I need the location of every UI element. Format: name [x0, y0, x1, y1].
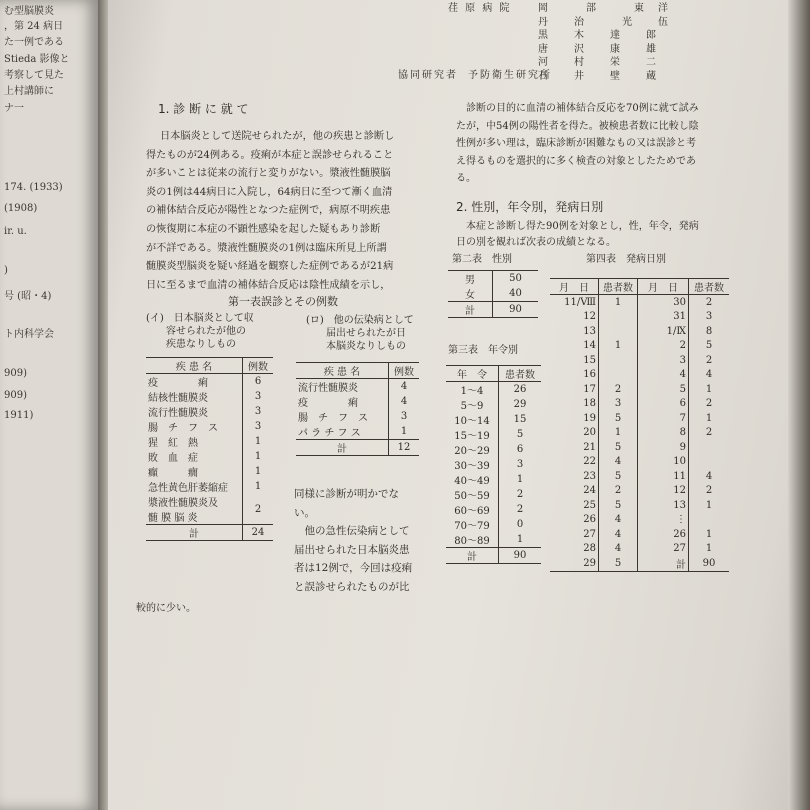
onset-date: 13: [638, 498, 689, 513]
patient-count: 1: [689, 542, 730, 557]
middle-text-line: 他の急性伝染病として: [294, 525, 410, 537]
patient-count: 2: [689, 353, 730, 368]
table-row: [550, 440, 729, 455]
patient-count: 2: [599, 382, 638, 397]
onset-date: 12: [638, 484, 689, 499]
onset-date: 30: [638, 295, 689, 310]
patient-count: 1: [689, 498, 730, 513]
patient-count: 2: [689, 426, 730, 441]
table-row: [146, 479, 273, 494]
case-count: 4: [389, 379, 420, 395]
onset-date: 7: [638, 411, 689, 426]
total-label: 計: [467, 552, 477, 563]
section1-line: の恢復期に本症の不顕性感染を起した疑もあり診断: [146, 224, 381, 235]
total-label: 計: [189, 529, 199, 540]
table-row: [550, 353, 729, 368]
table1a-header-name: 疾 患 名: [175, 362, 213, 373]
onset-date: 26: [638, 527, 689, 542]
table-row: [146, 404, 273, 419]
left-page-line: 1911): [4, 410, 34, 421]
onset-date: 20: [583, 427, 596, 439]
table1-title: 第一表誤診とその例数: [228, 295, 338, 308]
table-row: [446, 457, 541, 472]
table3-title: 第三表 年令別: [448, 345, 518, 356]
right-intro-line: え得るものを選択的に多く検査の対象としたためであ: [456, 155, 696, 167]
age-range: 40～49: [454, 476, 490, 487]
table-row: [448, 271, 538, 287]
case-count: 2: [243, 494, 274, 525]
table-row: [146, 494, 273, 509]
onset-date: 28: [583, 543, 596, 555]
age-range: 80～89: [454, 536, 490, 547]
sex-label: 女: [465, 290, 475, 301]
table2: [448, 270, 538, 318]
table-row: [550, 324, 729, 339]
age-range: 60～69: [454, 506, 490, 517]
table1a-header-count: 例数: [243, 358, 274, 374]
case-count: 1: [389, 424, 420, 440]
table-row: [550, 295, 729, 310]
section1-line: 日本脳炎として送院せられたが，他の疾患と診断し: [160, 131, 395, 142]
disease-name: 疫 痢: [298, 398, 358, 409]
onset-date: 15: [583, 354, 596, 366]
left-page-line: ir. u.: [4, 226, 27, 237]
table1-a: [146, 357, 273, 541]
patient-count: [599, 368, 638, 383]
table-row: [550, 455, 729, 470]
table-row: [446, 532, 541, 548]
onset-date: 6: [638, 397, 689, 412]
sex-label: 男: [465, 275, 475, 286]
left-page-line: ナ一: [4, 103, 24, 114]
table-row: [550, 542, 729, 557]
onset-date: 8: [638, 426, 689, 441]
patient-count: [689, 440, 730, 455]
patient-count: 5: [599, 440, 638, 455]
patient-count: 1: [599, 295, 638, 310]
section1-line: の補体結合反応が陽性となつた症例で，病原不明疾患: [146, 205, 391, 217]
table1-subtitle-b-line: 本脳炎なりしもの: [326, 341, 406, 352]
onset-date: 19: [583, 412, 596, 424]
author-name: 河 村 栄 二: [538, 57, 658, 68]
left-page-line: ト内科学会: [4, 329, 54, 340]
table-row: [446, 382, 541, 398]
disease-name: パ ラ チ フ ス: [298, 428, 361, 439]
case-count: 3: [243, 404, 274, 419]
table1-subtitle-b-line: (ロ) 他の伝染病として: [306, 315, 414, 326]
table-row: [296, 379, 419, 395]
table1-subtitle-b-line: 届出せられたが日: [326, 328, 406, 339]
case-count: 3: [389, 409, 420, 424]
table1b-header-name: 疾 患 名: [323, 367, 361, 378]
table-row: [296, 409, 419, 424]
section1-continuation: 較的に少い。: [136, 603, 196, 614]
table-row: [550, 513, 729, 528]
table-total-row: [146, 525, 273, 541]
table-row: [448, 286, 538, 302]
onset-date: 3: [638, 353, 689, 368]
table1-subtitle-a-line: 容せられたが他の: [166, 326, 246, 337]
middle-text-line: 届出せられた日本脳炎患: [294, 543, 410, 556]
table-row: [446, 502, 541, 517]
onset-date: 10: [638, 455, 689, 470]
author-name: 石 井 壁 蔵: [538, 70, 658, 82]
table-row: [146, 434, 273, 449]
disease-name: 漿液性髄膜炎及: [148, 498, 218, 509]
patient-count: 1: [499, 472, 542, 487]
middle-text-line: と誤診せられたものが比: [294, 580, 410, 593]
section2-line: 本症と診断し得た90例を対象とし，性，年令，発病: [466, 221, 699, 232]
disease-name: 猩 紅 熱: [148, 438, 198, 449]
patient-count: 1: [689, 382, 730, 397]
onset-date: 24: [583, 485, 596, 497]
patient-count: 5: [599, 498, 638, 513]
total-label: 計: [337, 444, 347, 455]
section1-line: が多いことは従来の流行と変りがない。漿液性髄膜脳: [146, 168, 391, 180]
middle-text-line: 同様に診断が明かでな: [294, 488, 399, 500]
onset-date: 14: [583, 340, 596, 352]
patient-count: 29: [499, 397, 542, 412]
table4-title: 第四表 発病日別: [586, 254, 666, 265]
collab-label: 協同研究者: [398, 70, 458, 81]
table2-title: 第二表 性別: [452, 254, 512, 265]
patient-count: 2: [689, 484, 730, 499]
left-page-line: 上村講師に: [4, 86, 54, 97]
patient-count: 8: [689, 324, 730, 339]
total-count: 24: [243, 525, 274, 541]
table-row: [550, 527, 729, 542]
disease-name: 流行性髄膜炎: [298, 383, 358, 394]
sex-count: 40: [493, 286, 539, 302]
section1-line: 得たものが24例ある。疫痢が本症と誤診せられること: [146, 149, 394, 161]
table-total-row: [296, 440, 419, 456]
age-range: 10～14: [454, 416, 490, 427]
right-intro-line: る。: [456, 173, 476, 184]
table-row: [550, 310, 729, 325]
disease-name: 髄 膜 脳 炎: [148, 513, 198, 524]
patient-count: 2: [689, 397, 730, 412]
table-row: [550, 339, 729, 354]
onset-date: 31: [638, 310, 689, 325]
table3-header-age: 年 令: [457, 370, 487, 381]
table1b-header-count: 例数: [389, 363, 420, 379]
right-intro-line: たが，中54例の陽性者を得た。被検患者数に比較し陰: [456, 120, 699, 132]
onset-date: 13: [583, 325, 596, 337]
left-page-line: た一例である: [4, 37, 64, 48]
table-row: [550, 484, 729, 499]
table-row: [446, 517, 541, 532]
onset-date: 2: [638, 339, 689, 354]
age-range: 15～19: [454, 431, 490, 442]
left-page-line: 号 (昭・4): [4, 291, 52, 302]
case-count: 3: [243, 419, 274, 434]
left-page-line: 考察して見た: [4, 70, 64, 81]
table4-header-date2: 月 日: [638, 279, 689, 295]
onset-date: 17: [583, 383, 596, 395]
case-count: 6: [243, 374, 274, 390]
sex-count: 90: [493, 302, 539, 318]
onset-date: 27: [583, 528, 596, 540]
section1-title: 1. 診 断 に 就 て: [158, 102, 249, 116]
table-row: [550, 426, 729, 441]
disease-name: 腸 チ フ ス: [298, 413, 368, 424]
left-page-line: ，第 24 病日: [4, 21, 64, 32]
onset-date: 1/Ⅸ: [638, 324, 689, 339]
patient-count: 4: [689, 469, 730, 484]
patient-count: 4: [599, 542, 638, 557]
patient-count: 5: [689, 339, 730, 354]
left-facing-page: [0, 0, 98, 810]
patient-count: 4: [689, 368, 730, 383]
section1-line: 髄膜炎型脳炎を疑い経過を観察した症例であるが21病: [146, 261, 394, 273]
middle-text-line: 者は12例で，今回は疫痢: [294, 562, 413, 574]
onset-date: 22: [583, 456, 596, 468]
onset-date: 23: [583, 470, 596, 482]
patient-count: 5: [599, 469, 638, 484]
age-range: 5～9: [460, 401, 484, 412]
disease-name: 癲 癇: [148, 468, 198, 479]
onset-date: 11: [638, 469, 689, 484]
right-intro-line: 性例が多い理は，臨床診断が困難なもの又は誤診と考: [456, 138, 696, 149]
onset-date: 12: [583, 311, 596, 323]
section2-title: 2. 性別，年令別，発病日別: [456, 200, 604, 214]
age-range: 70～79: [454, 521, 490, 532]
table4-header-count2: 患者数: [689, 279, 730, 295]
onset-date: ⋮: [638, 513, 689, 528]
onset-date: 29: [583, 558, 596, 569]
table-row: [550, 382, 729, 397]
section1-line: 炎の1例は44病日に入院し，64病日に至つて漸く血清: [146, 186, 393, 198]
patient-count: [689, 513, 730, 528]
patient-count: [689, 455, 730, 470]
disease-name: 敗 血 症: [148, 453, 198, 464]
table3-header-count: 患者数: [499, 366, 542, 382]
table-row: [146, 389, 273, 404]
table-total-row: [446, 548, 541, 564]
table-row: [446, 487, 541, 502]
onset-date: 4: [638, 368, 689, 383]
left-page-line: 909): [4, 368, 27, 379]
table1-subtitle-a-line: (イ) 日本脳炎として収: [146, 313, 254, 324]
sex-label: 計: [465, 306, 475, 317]
table-row: [446, 472, 541, 487]
age-range: 20～29: [454, 446, 490, 457]
patient-count: 4: [599, 527, 638, 542]
patient-count: 4: [599, 513, 638, 528]
table-row: [550, 411, 729, 426]
left-page-line: む型脳膜炎: [4, 6, 54, 17]
left-page-line: 174. (1933): [4, 182, 63, 193]
table4-header-date1: 月 日: [559, 283, 589, 294]
age-range: 30～39: [454, 461, 490, 472]
patient-count: 5: [599, 556, 638, 572]
left-page-line: 909): [4, 390, 27, 401]
patient-count: 2: [499, 487, 542, 502]
onset-date: 21: [583, 441, 596, 453]
patient-count: 0: [499, 517, 542, 532]
table-row: [296, 424, 419, 440]
table-row: [550, 556, 729, 572]
age-range: 50～59: [454, 491, 490, 502]
onset-date: 25: [583, 499, 596, 511]
left-page-line: ): [4, 265, 8, 276]
table4: [550, 278, 729, 572]
patient-count: 5: [499, 427, 542, 442]
patient-count: [599, 324, 638, 339]
table-row: [446, 442, 541, 457]
table-row: [146, 464, 273, 479]
age-range: 1～4: [460, 386, 484, 397]
total-count: 90: [499, 548, 542, 564]
table-row: [550, 498, 729, 513]
onset-date: 5: [638, 382, 689, 397]
table-row: [146, 374, 273, 390]
table-row: [446, 412, 541, 427]
onset-date: 27: [638, 542, 689, 557]
section1-line: 日に至るまで血清の補体結合反応は陰性成績を示し，: [146, 279, 391, 291]
total-count: 12: [389, 440, 420, 456]
left-page-line: (1908): [4, 203, 38, 214]
patient-count: [599, 310, 638, 325]
author-name: 丹 治 光 伍: [538, 16, 670, 28]
patient-count: 5: [599, 411, 638, 426]
case-count: 4: [389, 394, 420, 409]
right-intro-line: 診断の目的に血清の補体結合反応を70例に就て試み: [466, 103, 699, 114]
patient-count: 4: [599, 455, 638, 470]
onset-date: 16: [583, 369, 596, 381]
author-name: 黒 木 達 郎: [538, 30, 658, 41]
middle-text-line: い。: [294, 506, 315, 519]
patient-count: 2: [689, 295, 730, 310]
table-row: [296, 394, 419, 409]
disease-name: 結核性髄膜炎: [148, 393, 208, 404]
patient-count: 2: [599, 484, 638, 499]
table4-header-count1: 患者数: [599, 279, 638, 295]
patient-count: 1: [499, 532, 542, 548]
patient-count: 15: [499, 412, 542, 427]
table-row: [146, 449, 273, 464]
case-count: 3: [243, 389, 274, 404]
page-edge: [788, 0, 810, 810]
patient-count: 6: [499, 442, 542, 457]
table-row: [446, 427, 541, 442]
right-page: [108, 0, 810, 810]
patient-count: 1: [599, 426, 638, 441]
author-name: 唐 沢 康 雄: [538, 43, 658, 55]
patient-count: 1: [689, 411, 730, 426]
table-row: [146, 419, 273, 434]
section1-line: が不詳である。漿液性髄膜炎の1例は臨床所見上所謂: [146, 242, 387, 254]
table1-subtitle-a-line: 疾患なりしもの: [166, 339, 236, 350]
section2-line: 日の別を観れば次表の成績となる。: [456, 237, 616, 248]
book-gutter: [98, 0, 108, 810]
onset-date: 18: [583, 398, 596, 410]
hospital-name: 荏 原 病 院: [448, 3, 512, 14]
case-count: 1: [243, 479, 274, 494]
patient-count: 1: [689, 527, 730, 542]
disease-name: 流行性髄膜炎: [148, 408, 208, 419]
onset-date: 26: [583, 514, 596, 526]
sex-count: 50: [493, 271, 539, 287]
case-count: 1: [243, 464, 274, 479]
patient-count: 90: [689, 556, 730, 572]
collab-org: 予防衛生研究所: [468, 70, 552, 81]
patient-count: 1: [599, 339, 638, 354]
disease-name: 疫 痢: [148, 378, 208, 389]
case-count: 1: [243, 449, 274, 464]
author-name: 岡 部 東 洋: [538, 3, 670, 14]
disease-name: 腸 チ フ ス: [148, 423, 218, 434]
table-row: [448, 302, 538, 318]
disease-name: 急性黄色肝萎縮症: [148, 483, 228, 494]
patient-count: 2: [499, 502, 542, 517]
table-row: [550, 469, 729, 484]
patient-count: [599, 353, 638, 368]
table1-b: [296, 362, 419, 456]
table3: [446, 365, 541, 564]
onset-date: 計: [638, 556, 689, 572]
table-row: [550, 368, 729, 383]
case-count: 1: [243, 434, 274, 449]
table-row: [550, 397, 729, 412]
onset-date: 9: [638, 440, 689, 455]
left-page-line: Stieda 影像と: [4, 54, 70, 65]
table-row: [446, 397, 541, 412]
onset-date: 11/Ⅷ: [564, 296, 596, 308]
patient-count: 26: [499, 382, 542, 398]
patient-count: 3: [599, 397, 638, 412]
patient-count: 3: [689, 310, 730, 325]
patient-count: 3: [499, 457, 542, 472]
